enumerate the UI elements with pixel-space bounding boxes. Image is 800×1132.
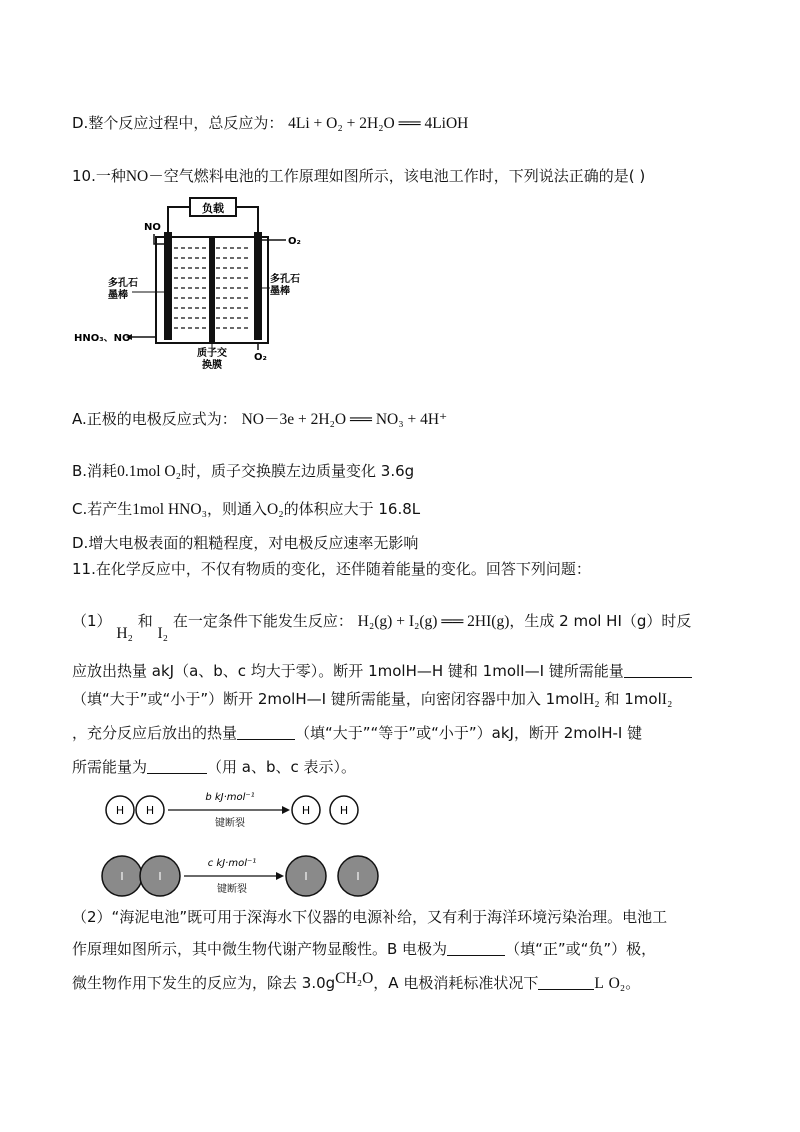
svg-text:I: I (120, 870, 124, 883)
svg-text:O₂: O₂ (254, 352, 267, 363)
svg-text:I: I (356, 870, 360, 883)
question-10: 10.一种NO－空气燃料电池的工作原理如图所示，该电池工作时，下列说法正确的是( ) (72, 167, 646, 185)
option-d-q9: D.整个反应过程中，总反应为： 4Li + O₂ + 2H₂O ══ 4LiOH (72, 114, 469, 132)
q11-part1-line1: （1） H₂ 和 I₂ 在一定条件下能发生反应： H₂(g) + I₂(g) ══ 2HI(g)，生成 2 mol HI（g）时反 (72, 612, 692, 642)
answer-blank[interactable] (147, 759, 207, 774)
svg-text:换膜: 换膜 (202, 360, 222, 371)
answer-blank[interactable] (538, 975, 594, 990)
answer-blank[interactable] (237, 725, 295, 740)
option-d: D.增大电极表面的粗糙程度，对电极反应速率无影响 (72, 534, 419, 552)
left-electrode (164, 232, 172, 340)
answer-blank[interactable] (447, 941, 505, 956)
svg-text:键断裂: 键断裂 (217, 884, 247, 895)
option-a: A.正极的电极反应式为： NO－3e + 2H₂O ══ NO₃ + 4H⁺ (72, 410, 448, 428)
svg-text:多孔石: 多孔石 (270, 274, 300, 285)
q11-part1-line5: 所需能量为 （用 a、b、c 表示）。 (72, 758, 357, 776)
svg-text:墨棒: 墨棒 (270, 286, 290, 297)
equation: H₂(g) + I₂(g) ══ 2HI(g) (357, 613, 510, 630)
q11-part1-line3: （填“大于”或“小于”）断开 2molH—I 键所需能量，向密闭容器中加入 1molH₂ 和 1molI₂ (72, 690, 673, 708)
svg-text:H: H (301, 804, 311, 817)
q11-part1-line4: ，充分反应后放出的热量 （填“大于”“等于”或“小于”）akJ，断开 2molH-I 键 (72, 724, 643, 742)
q11-part2-line2: 作原理如图所示，其中微生物代谢产物显酸性。B 电极为 （填“正”或“负”）极， (72, 940, 657, 958)
option-b: B.消耗0.1mol O₂时，质子交换膜左边质量变化 3.6g (72, 462, 415, 480)
svg-text:H: H (115, 804, 125, 817)
svg-text:NO: NO (144, 222, 161, 233)
svg-text:I: I (304, 870, 308, 883)
q11-part2-line3: 微生物作用下发生的反应为，除去 3.0gCH₂O，A 电极消耗标准状况下 L O₂。 (72, 970, 641, 992)
option-c: C.若产生1mol HNO₃，则通入O₂的体积应大于 16.8L (72, 500, 421, 518)
q11-part2-line1: （2）“海泥电池”既可用于深海水下仪器的电源补给，又有利于海洋环境污染治理。电池工 (72, 908, 668, 926)
svg-text:H: H (145, 804, 155, 817)
svg-text:HNO₃、NO: HNO₃、NO (74, 333, 131, 344)
svg-text:多孔石: 多孔石 (108, 278, 138, 289)
svg-text:c kJ·mol⁻¹: c kJ·mol⁻¹ (207, 858, 257, 869)
svg-text:I: I (158, 870, 162, 883)
svg-text:墨棒: 墨棒 (108, 290, 128, 301)
fuel-cell-diagram (72, 192, 312, 372)
load-label: 负载 (202, 202, 224, 215)
question-11: 11.在化学反应中，不仅有物质的变化，还伴随着能量的变化。回答下列问题： (72, 560, 591, 578)
svg-text:b kJ·mol⁻¹: b kJ·mol⁻¹ (205, 792, 255, 803)
proton-exchange-membrane (209, 238, 215, 342)
equation: NO－3e + 2H₂O ══ NO₃ + 4H⁺ (241, 411, 448, 428)
svg-text:质子交: 质子交 (197, 348, 227, 359)
equation: 4Li + O₂ + 2H₂O ══ 4LiOH (288, 115, 469, 132)
svg-text:O₂: O₂ (288, 236, 301, 247)
bond-breaking-diagram (100, 786, 390, 906)
answer-blank[interactable] (624, 663, 692, 678)
svg-text:键断裂: 键断裂 (215, 818, 245, 829)
svg-text:H: H (339, 804, 349, 817)
right-electrode (254, 232, 262, 340)
q11-part1-line2: 应放出热量 akJ（a、b、c 均大于零）。断开 1molH—H 键和 1molI—I 键所需能量 (72, 660, 692, 682)
